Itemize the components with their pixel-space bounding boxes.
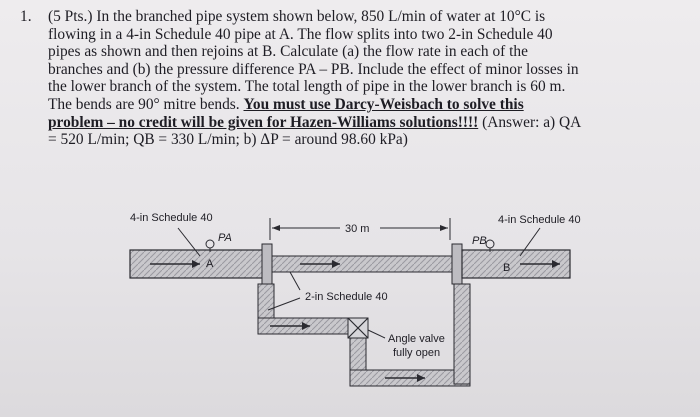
label-pb: PB (472, 235, 487, 247)
label-valve-line-1: Angle valve (388, 333, 445, 345)
label-valve-line-2: fully open (393, 347, 441, 359)
leader-valve (368, 330, 385, 338)
label-length: 30 m (345, 223, 370, 235)
problem-line-1: (5 Pts.) In the branched pipe system shown below, 850 L/min of water at 10°C is (48, 8, 546, 25)
pressure-tap-a-icon (206, 240, 214, 248)
label-branch: 2-in Schedule 40 (305, 291, 388, 303)
answer-part-1: (Answer: a) QA (482, 113, 582, 131)
label-b: B (503, 262, 511, 274)
emphasis-no-credit: problem – no credit will be given for Hazen-Williams solutions!!!! (48, 113, 479, 131)
label-right-pipe: 4-in Schedule 40 (498, 214, 581, 226)
pressure-tap-b-icon (486, 240, 494, 248)
label-pa: PA (218, 232, 232, 244)
emphasis-darcy: You must use Darcy-Weisbach to solve this (243, 96, 524, 113)
lower-branch-up-pipe (454, 284, 470, 384)
right-tee-flange (452, 244, 462, 284)
problem-line-8: = 520 L/min; QB = 330 L/min; b) ΔP = around 98.60 kPa) (48, 131, 408, 149)
problem-line-5: the lower branch of the system. The total length of pipe in the lower branch is 60 m. (48, 78, 566, 96)
label-left-pipe: 4-in Schedule 40 (130, 212, 213, 224)
problem-number: 1. (20, 8, 32, 25)
left-tee-flange (262, 244, 272, 284)
problem-line-3: pipes as shown and then rejoins at B. Calculate (a) the flow rate in each of the (48, 43, 528, 61)
bends-sentence: The bends are 90° mitre bends. (48, 96, 240, 113)
upper-branch-pipe (272, 256, 452, 272)
problem-line-4: branches and (b) the pressure difference PA – PB. Include the effect of minor losses in (48, 60, 579, 78)
leader-branch (290, 272, 300, 290)
label-a: A (206, 258, 214, 270)
problem-line-2: flowing in a 4-in Schedule 40 pipe at A. The flow splits into two 2-in Schedule 40 (48, 25, 553, 43)
